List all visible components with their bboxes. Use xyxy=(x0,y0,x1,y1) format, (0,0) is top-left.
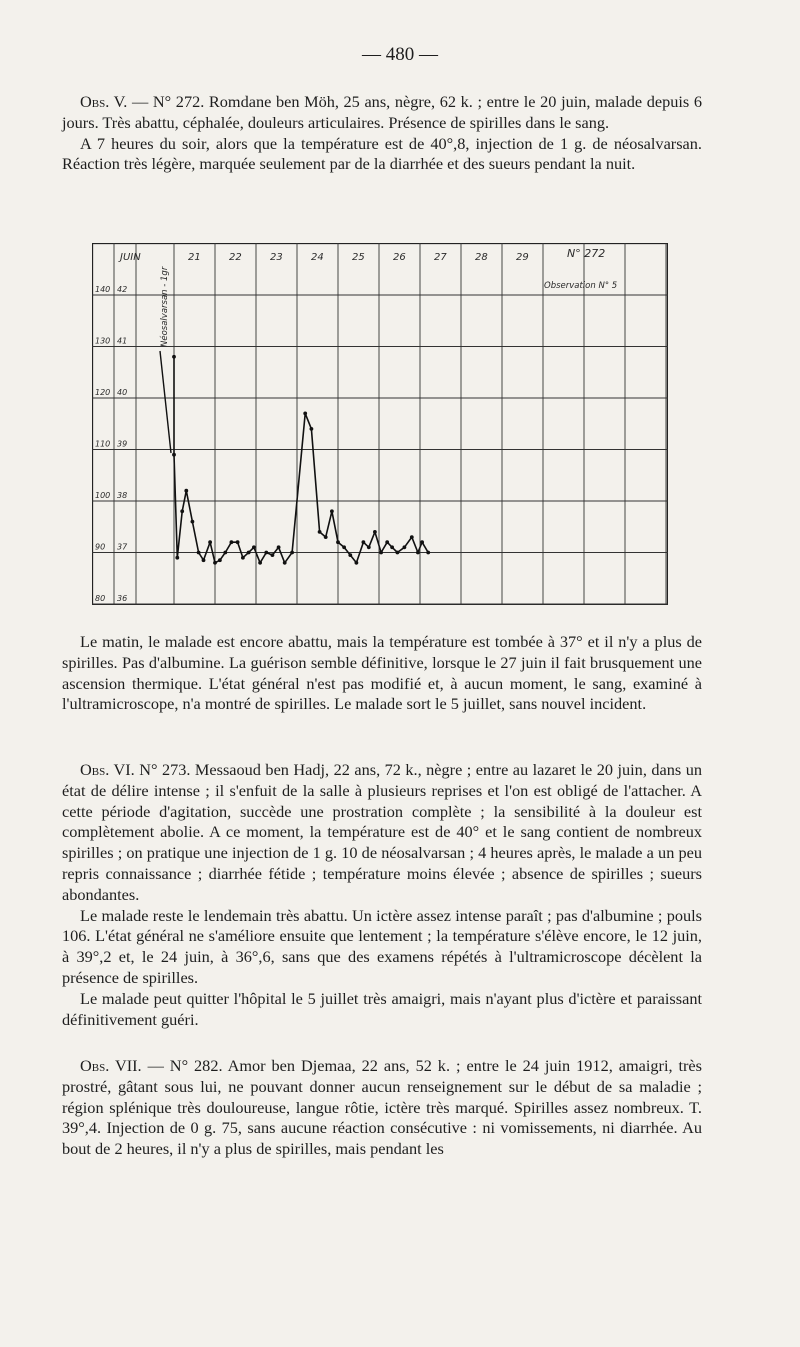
temperature-point xyxy=(223,551,227,555)
temperature-point xyxy=(318,530,322,534)
observation-5-continued xyxy=(62,632,702,715)
temperature-point xyxy=(390,545,394,549)
temperature-point xyxy=(264,551,268,555)
day-tick-label: 25 xyxy=(352,252,365,263)
temperature-point xyxy=(379,551,383,555)
pulse-tick-label: 100 xyxy=(95,491,111,500)
obs6-paragraph-1 xyxy=(62,760,702,906)
temperature-point xyxy=(208,540,212,544)
temperature-point xyxy=(191,520,195,524)
temperature-point xyxy=(197,551,201,555)
obs-number-annotation: N° 272 xyxy=(567,247,606,260)
temperature-point xyxy=(241,556,245,560)
temperature-point xyxy=(252,545,256,549)
temperature-point xyxy=(420,540,424,544)
temp-tick-label: 38 xyxy=(117,491,128,500)
temperature-point xyxy=(367,545,371,549)
temp-tick-label: 37 xyxy=(117,542,128,552)
temperature-point xyxy=(303,412,307,416)
pulse-tick-label: 130 xyxy=(95,336,111,346)
day-tick-label: 27 xyxy=(434,252,447,263)
temperature-point xyxy=(355,561,359,565)
injection-annotation: Néosalvarsan - 1gr xyxy=(160,266,170,347)
temperature-point xyxy=(336,540,340,544)
temperature-point xyxy=(330,509,334,513)
temp-tick-label: 42 xyxy=(117,285,128,294)
temperature-point xyxy=(385,540,389,544)
temperature-point xyxy=(180,509,184,513)
temperature-point xyxy=(362,540,366,544)
temperature-point xyxy=(175,556,179,560)
day-tick-label: 29 xyxy=(516,252,529,263)
temp-tick-label: 39 xyxy=(117,439,128,449)
obs7-text-1: — N° 282. Amor ben Djemaa, 22 ans, 52 k. ; entre le 24 juin 1912, amaigri, très prostré, gâtant sous lui, ne pouvant donner aucun renseignement sur le début de sa maladie ; région splénique très douloureuse, langue rôtie, ictère très marqué. Spirilles assez nombreux. T. 39°,4. Injection de 0 g. 75, sans aucune réaction consécutive : ni vomissements, ni diarrhée. Au bout de 2 heures, il n'y a plus de spirilles, mais pendant les xyxy=(62,1056,702,1159)
temp-tick-label: 36 xyxy=(117,594,128,603)
pulse-tick-label: 110 xyxy=(95,439,111,449)
temperature-point xyxy=(213,561,217,565)
temperature-point xyxy=(403,545,407,549)
temperature-point xyxy=(324,535,328,539)
temp-tick-label: 41 xyxy=(117,336,128,346)
temperature-point xyxy=(348,553,352,557)
temperature-point xyxy=(236,540,240,544)
obs5-paragraph-1 xyxy=(62,92,702,134)
temperature-curve xyxy=(172,355,430,565)
day-tick-label: 22 xyxy=(229,252,242,263)
day-tick-label: 26 xyxy=(393,252,406,263)
day-tick-label: 21 xyxy=(188,252,201,263)
obs6-text-1: N° 273. Messaoud ben Hadj, 22 ans, 72 k., nègre ; entre au lazaret le 20 juin, dans un état de délire intense ; il s'enfuit de la salle à plusieurs reprises et l'on est obligé de l'attacher. A cette période d'agitation, succède une prostration complète ; la sensibilité à la douleur est complètement abolie. A ce moment, la température est de 40° et le sang contient de nombreux spirilles ; on pratique une injection de 1 g. 10 de néosalvarsan ; 4 heures après, le malade a un peu repris connaissance ; diarrhée fétide ; température moins élevée ; absence de spirilles ; sueurs abondantes. xyxy=(62,760,702,904)
temperature-point xyxy=(230,540,234,544)
temperature-point xyxy=(396,551,400,555)
obs5-text-1: — N° 272. Romdane ben Möh, 25 ans, nègre, 62 k. ; entre le 20 juin, malade depuis 6 jours. Très abattu, céphalée, douleurs articulaires. Présence de spirilles dans le sang. xyxy=(62,92,703,132)
injection-marker xyxy=(160,351,171,453)
temperature-point xyxy=(172,355,176,359)
observation-6 xyxy=(62,760,702,1030)
temperature-point xyxy=(258,561,262,565)
obs-label-annotation: Observation N° 5 xyxy=(544,281,618,291)
temperature-point xyxy=(342,545,346,549)
obs6-heading: Obs. VI. xyxy=(80,760,135,779)
obs5-heading: Obs. V. xyxy=(80,92,128,111)
day-tick-label: 24 xyxy=(311,252,324,263)
temperature-point xyxy=(283,561,287,565)
obs7-heading: Obs. VII. xyxy=(80,1056,142,1075)
day-tick-label: 23 xyxy=(270,252,283,263)
temperature-chart-svg xyxy=(92,243,668,605)
obs5-paragraph-3: Le matin, le malade est encore abattu, mais la température est tombée à 37° et il n'y a plus de spirilles. Pas d'albumine. La guérison semble définitive, lorsque le 27 juin il fait brusquement une ascension thermique. L'état général n'est pas modifié et, à aucun moment, le sang, examiné à l'ultramicroscope, n'a montré de spirilles. Le malade sort le 5 juillet, sans nouvel incident. xyxy=(62,632,702,714)
temperature-point xyxy=(218,558,222,562)
temperature-point xyxy=(271,553,275,557)
obs6-paragraph-2: Le malade reste le lendemain très abattu. Un ictère assez intense paraît ; pas d'albumine ; pouls 106. L'état général ne s'améliore ensuite que lentement ; la température s'élève encore, le 12 juin, à 39°,2 et, le 24 juin, à 36°,6, sans que des examens répétés à l'ultramicroscope décèlent la présence de spirilles. xyxy=(62,905,702,987)
temperature-point xyxy=(426,551,430,555)
pulse-tick-label: 80 xyxy=(95,594,106,603)
obs6-paragraph-3: Le malade peut quitter l'hôpital le 5 juillet très amaigri, mais n'ayant plus d'ictère et paraissant définitivement guéri. xyxy=(62,988,702,1029)
temperature-point xyxy=(373,530,377,534)
obs7-paragraph-1 xyxy=(62,1056,702,1160)
temperature-point xyxy=(202,558,206,562)
month-label: JUIN xyxy=(120,252,141,263)
day-labels xyxy=(188,252,529,263)
observation-7 xyxy=(62,1056,702,1160)
temperature-point xyxy=(416,551,420,555)
temperature-point xyxy=(184,489,188,493)
temperature-line xyxy=(174,357,428,563)
temperature-chart xyxy=(92,243,668,605)
axis-labels xyxy=(95,285,128,603)
temperature-point xyxy=(410,535,414,539)
pulse-tick-label: 140 xyxy=(95,285,111,294)
pulse-tick-label: 90 xyxy=(95,542,106,552)
obs5-paragraph-2: A 7 heures du soir, alors que la température est de 40°,8, injection de 1 g. de néosalvarsan. Réaction très légère, marquée seulement par de la diarrhée et des sueurs pendant la nuit. xyxy=(62,133,702,174)
temperature-point xyxy=(277,545,281,549)
observation-5 xyxy=(62,92,702,175)
temperature-point xyxy=(290,551,294,555)
temperature-point xyxy=(172,453,176,457)
pulse-tick-label: 120 xyxy=(95,388,111,397)
temperature-point xyxy=(247,551,251,555)
day-tick-label: 28 xyxy=(475,252,488,263)
temperature-point xyxy=(310,427,314,431)
page-number: — 480 — xyxy=(362,44,438,65)
temp-tick-label: 40 xyxy=(117,388,128,397)
